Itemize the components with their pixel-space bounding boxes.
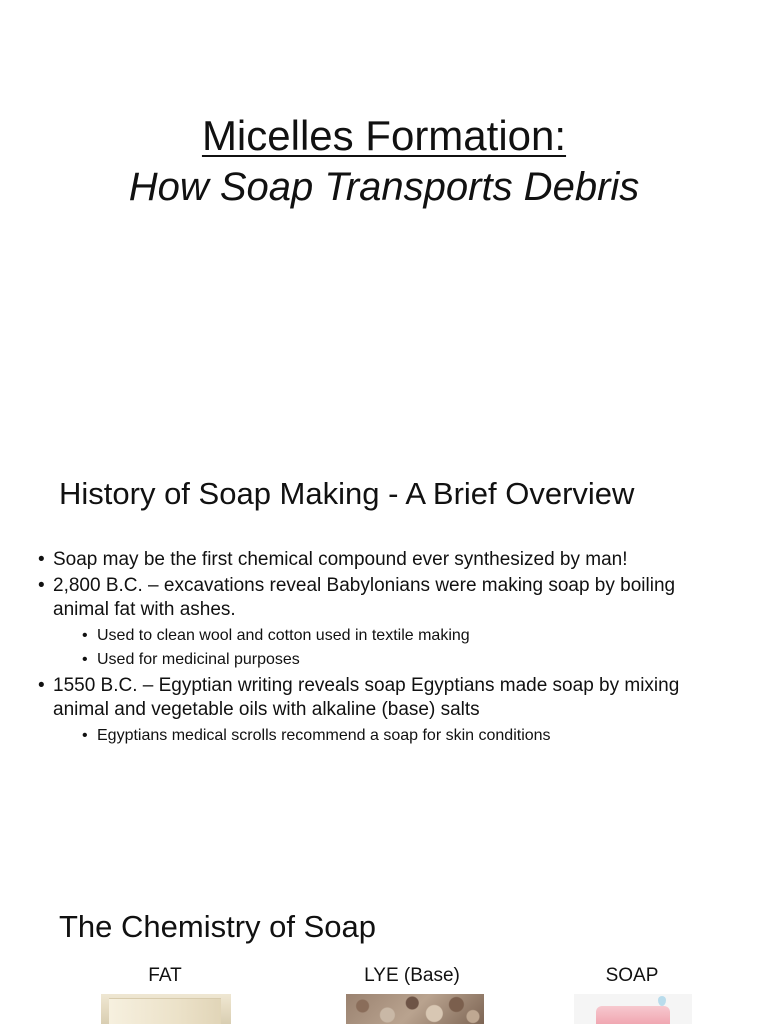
soap-bar-shape <box>596 1006 670 1024</box>
sub-bullet-list <box>82 624 728 672</box>
chemistry-heading: The Chemistry of Soap <box>59 909 377 944</box>
bullet-item <box>38 574 728 672</box>
sub-bullet-item: • Used to clean wool and cotton used in textile making <box>82 624 728 648</box>
bullet-text: 1550 B.C. – Egyptian writing reveals soap Egyptians made soap by mixing animal and vegetable oils with alkaline (base) salts <box>53 675 680 720</box>
bullet-text: Soap may be the first chemical compound ever synthesized by man! <box>53 549 628 570</box>
bullet-item <box>38 674 728 748</box>
bullet-text: 2,800 B.C. – excavations reveal Babylonians were making soap by boiling animal fat with ashes. <box>53 575 676 620</box>
lye-label: LYE (Base) <box>364 965 460 986</box>
fat-block-shape <box>109 998 221 1024</box>
sub-bullet-item: • Used for medicinal purposes <box>82 648 728 672</box>
water-drop-icon <box>658 996 666 1006</box>
title-slide <box>0 0 768 420</box>
sub-bullet-list <box>82 724 728 748</box>
history-bullet-list <box>38 548 728 750</box>
lye-photo <box>346 994 484 1024</box>
fat-label: FAT <box>148 965 182 986</box>
fat-photo <box>101 994 231 1024</box>
soap-photo <box>574 994 692 1024</box>
history-heading: History of Soap Making - A Brief Overview <box>59 476 635 511</box>
history-slide <box>0 440 768 820</box>
bullet-item <box>38 548 728 572</box>
chemistry-slide <box>0 880 768 1024</box>
slide-subtitle: How Soap Transports Debris <box>128 165 640 209</box>
slide-title: Micelles Formation: <box>201 112 567 159</box>
sub-bullet-item: • Egyptians medical scrolls recommend a soap for skin conditions <box>82 724 728 748</box>
soap-label: SOAP <box>605 965 659 986</box>
